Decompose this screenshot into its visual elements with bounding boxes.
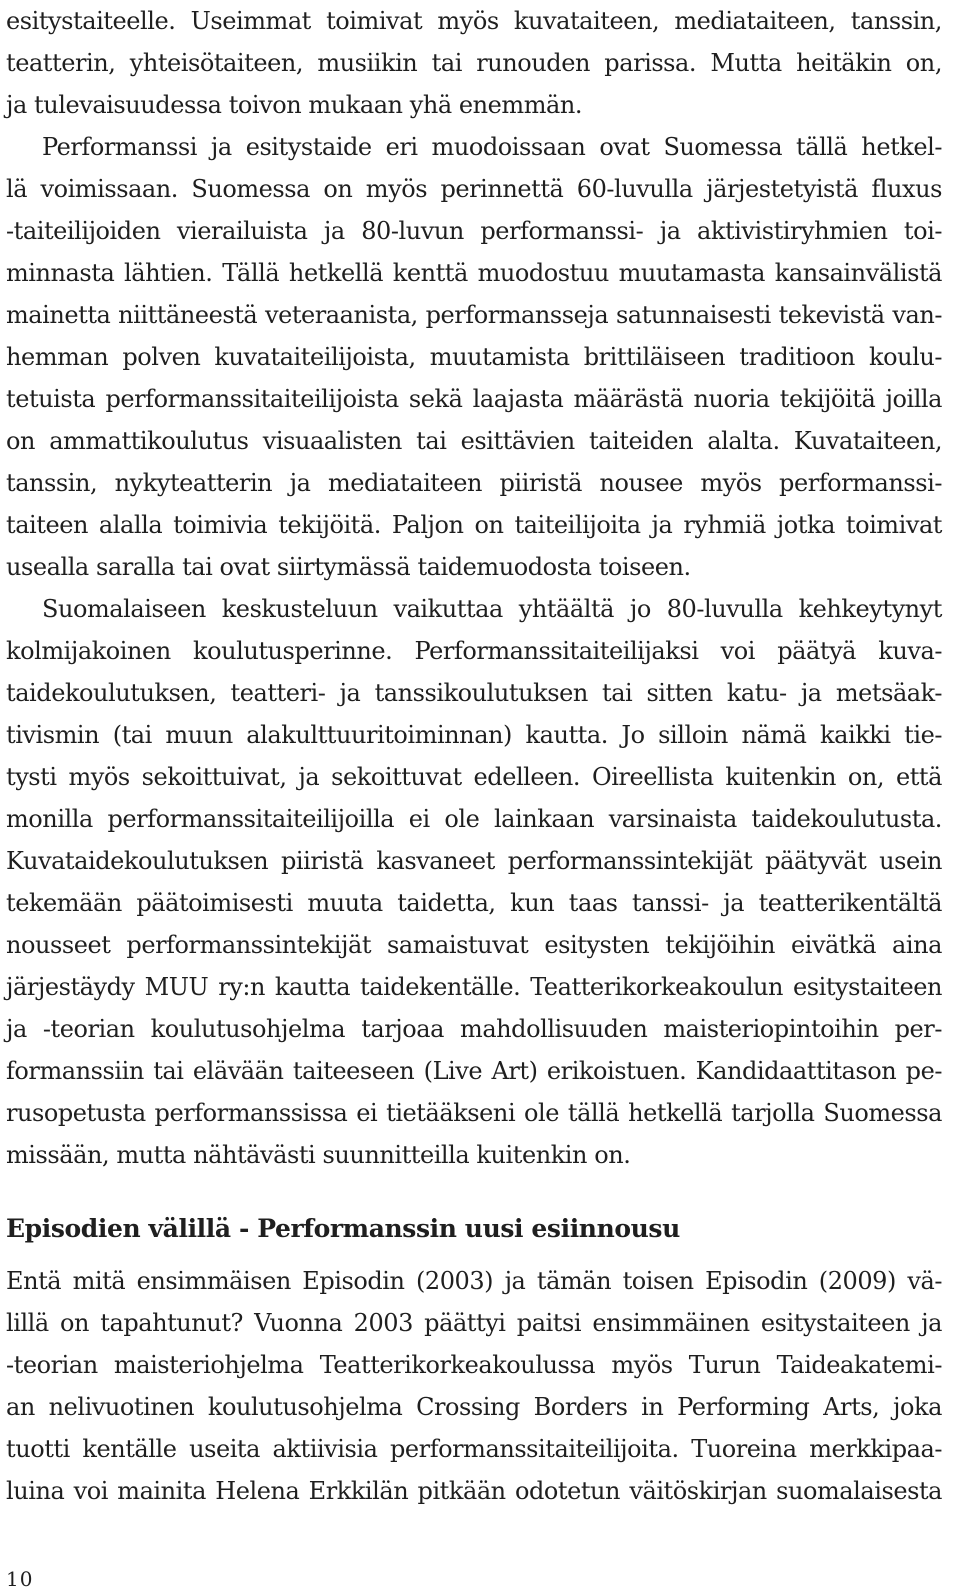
text-line: lillä on tapahtunut? Vuonna 2003 päättyi paitsi ensimmäinen esitystaiteen ja (6, 1309, 942, 1337)
text-line: tanssin, nykyteatterin ja mediataiteen piiristä nousee myös performanssi- (6, 469, 942, 497)
text-line: -teorian maisteriohjelma Teatterikorkeakoulussa myös Turun Taideakatemi- (6, 1351, 942, 1379)
text-line: Suomalaiseen keskusteluun vaikuttaa yhtäältä jo 80-luvulla kehkeytynyt (42, 595, 942, 623)
text-line: -taiteilijoiden vierailuista ja 80-luvun performanssi- ja aktivistiryhmien toi- (6, 217, 942, 245)
text-line: ja -teorian koulutusohjelma tarjoaa mahdollisuuden maisteriopintoihin per- (6, 1015, 942, 1043)
text-line: monilla performanssitaiteilijoilla ei ole lainkaan varsinaista taidekoulutusta. (6, 805, 942, 833)
text-line: lä voimissaan. Suomessa on myös perinnettä 60-luvulla järjestetyistä fluxus (6, 175, 942, 203)
text-line: hemman polven kuvataiteilijoista, muutamista brittiläiseen traditioon koulu- (6, 343, 942, 371)
text-line: luina voi mainita Helena Erkkilän pitkään odotetun väitöskirjan suomalaisesta (6, 1477, 942, 1505)
text-line: Entä mitä ensimmäisen Episodin (2003) ja tämän toisen Episodin (2009) vä- (6, 1267, 942, 1295)
text-line: tivismin (tai muun alakulttuuritoiminnan) kautta. Jo silloin nämä kaikki tie- (6, 721, 942, 749)
text-line: tuotti kentälle useita aktiivisia performanssitaiteilijoita. Tuoreina merkkipaa- (6, 1435, 942, 1463)
paragraph-2 (6, 126, 942, 588)
text-line: järjestäydy MUU ry:n kautta taidekentälle. Teatterikorkeakoulun esitystaiteen (6, 973, 942, 1001)
text-page (6, 0, 942, 1176)
text-line: kolmijakoinen koulutusperinne. Performanssitaiteilijaksi voi päätyä kuva- (6, 637, 942, 665)
text-line: mainetta niittäneestä veteraanista, performansseja satunnaisesti tekevistä van- (6, 301, 942, 329)
text-line: nousseet performanssintekijät samaistuvat esitysten tekijöihin eivätkä aina (6, 931, 942, 959)
text-line: missään, mutta nähtävästi suunnitteilla kuitenkin on. (6, 1141, 631, 1169)
text-line: tetuista performanssitaiteilijoista sekä laajasta määrästä nuoria tekijöitä joilla (6, 385, 942, 413)
paragraph-1 (6, 0, 942, 126)
text-line: minnasta lähtien. Tällä hetkellä kenttä muodostuu muutamasta kansainvälistä (6, 259, 942, 287)
paragraph-4 (6, 1260, 942, 1512)
text-line: ja tulevaisuudessa toivon mukaan yhä enemmän. (6, 91, 583, 119)
page-number: 10 (6, 1567, 34, 1591)
text-line: tekemään päätoimisesti muuta taidetta, kun taas tanssi- ja teatterikentältä (6, 889, 942, 917)
text-line: rusopetusta performanssissa ei tietääkseni ole tällä hetkellä tarjolla Suomessa (6, 1099, 942, 1127)
section-heading: Episodien välillä - Performanssin uusi esiinnousu (6, 1214, 680, 1243)
text-line: taiteen alalla toimivia tekijöitä. Paljon on taiteilijoita ja ryhmiä jotka toimivat (6, 511, 942, 539)
text-line: esitystaiteelle. Useimmat toimivat myös kuvataiteen, mediataiteen, tanssin, (6, 7, 942, 35)
text-line: tysti myös sekoittuivat, ja sekoittuvat edelleen. Oireellista kuitenkin on, että (6, 763, 942, 791)
paragraph-3 (6, 588, 942, 1176)
text-line: teatterin, yhteisötaiteen, musiikin tai runouden parissa. Mutta heitäkin on, (6, 49, 942, 77)
text-line: an nelivuotinen koulutusohjelma Crossing Borders in Performing Arts, joka (6, 1393, 942, 1421)
text-line: formanssiin tai elävään taiteeseen (Live Art) erikoistuen. Kandidaattitason pe- (6, 1057, 942, 1085)
text-line: Kuvataidekoulutuksen piiristä kasvaneet performanssintekijät päätyvät usein (6, 847, 942, 875)
text-line: taidekoulutuksen, teatteri- ja tanssikoulutuksen tai sitten katu- ja metsäak- (6, 679, 942, 707)
text-line: Performanssi ja esitystaide eri muodoissaan ovat Suomessa tällä hetkel- (42, 133, 942, 161)
text-line: usealla saralla tai ovat siirtymässä taidemuodosta toiseen. (6, 553, 691, 581)
text-line: on ammattikoulutus visuaalisten tai esittävien taiteiden alalta. Kuvataiteen, (6, 427, 942, 455)
